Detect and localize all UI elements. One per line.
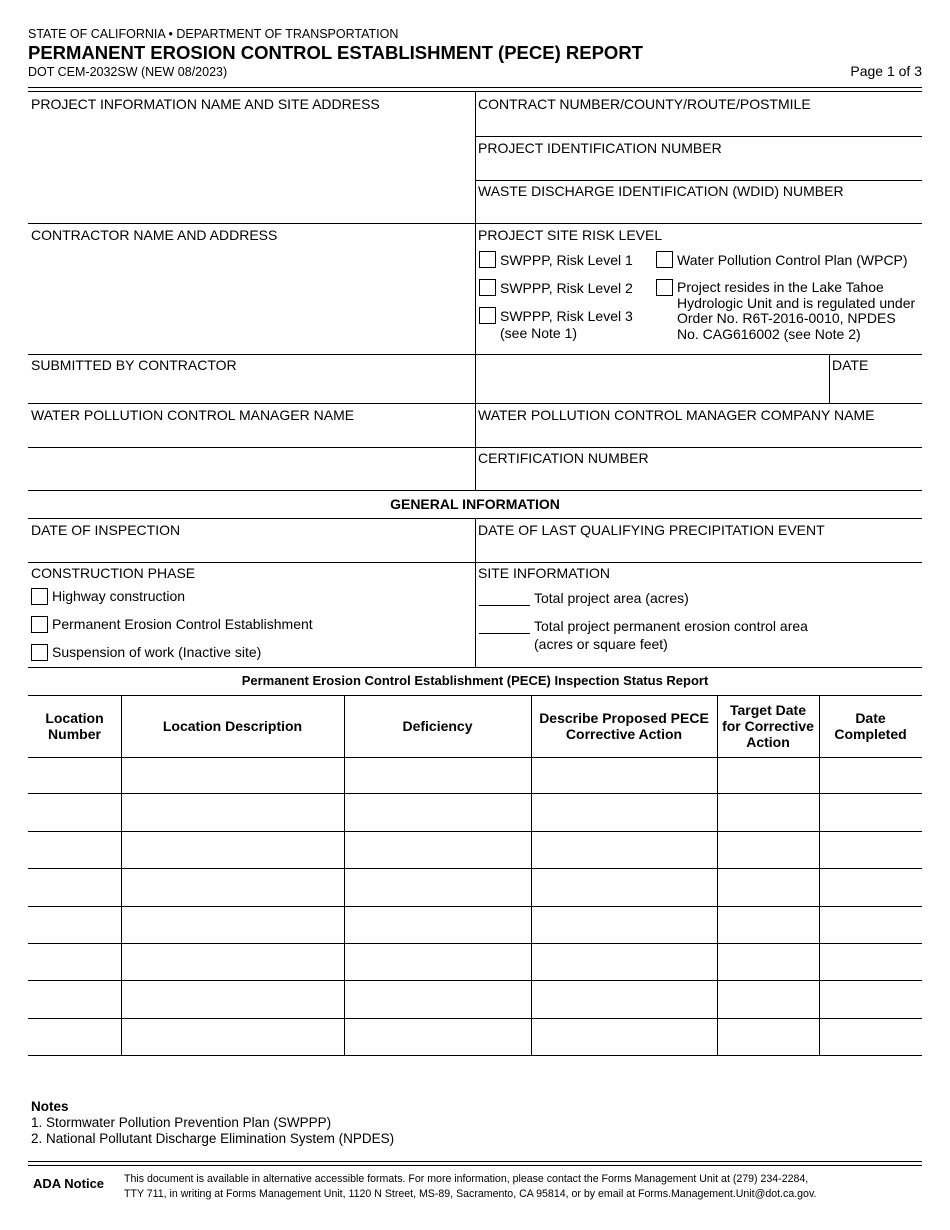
table-cell-location-description[interactable]	[125, 1029, 340, 1047]
certification-field[interactable]: CERTIFICATION NUMBER	[478, 450, 649, 466]
table-cell-corrective-action[interactable]	[535, 954, 713, 972]
table-header-rule	[28, 757, 922, 758]
column-header-text: Corrective Action	[565, 726, 683, 742]
ada-notice-label: ADA Notice	[33, 1176, 105, 1191]
lake-tahoe-label-2: Hydrologic Unit and is regulated under	[677, 295, 916, 311]
table-cell-corrective-action[interactable]	[535, 1029, 713, 1047]
table-cell-location-number[interactable]	[32, 842, 117, 860]
table-cell-location-number[interactable]	[32, 767, 117, 785]
table-cell-deficiency[interactable]	[348, 842, 527, 860]
table-cell-date-completed[interactable]	[823, 767, 918, 785]
status-table	[28, 695, 922, 1056]
column-header-date-completed	[819, 695, 922, 757]
table-cell-date-completed[interactable]	[823, 954, 918, 972]
table-cell-target-date[interactable]	[721, 917, 815, 935]
table-row-rule	[28, 980, 922, 981]
pece-phase-label: Permanent Erosion Control Establishment	[52, 616, 313, 632]
table-cell-deficiency[interactable]	[348, 917, 527, 935]
table-cell-target-date[interactable]	[721, 954, 815, 972]
submitted-by-field[interactable]: SUBMITTED BY CONTRACTOR	[31, 357, 237, 373]
table-cell-location-description[interactable]	[125, 879, 340, 897]
table-row-rule	[28, 1055, 922, 1056]
table-cell-target-date[interactable]	[721, 1029, 815, 1047]
table-cell-date-completed[interactable]	[823, 917, 918, 935]
table-cell-target-date[interactable]	[721, 991, 815, 1009]
table-cell-location-description[interactable]	[125, 917, 340, 935]
risk-level-label: PROJECT SITE RISK LEVEL	[478, 227, 663, 243]
table-cell-corrective-action[interactable]	[535, 767, 713, 785]
highway-construction-checkbox[interactable]	[31, 588, 48, 605]
rule	[475, 136, 922, 137]
top-rule	[28, 87, 922, 88]
divider	[475, 92, 476, 404]
contract-number-field[interactable]: CONTRACT NUMBER/COUNTY/ROUTE/POSTMILE	[478, 96, 811, 112]
column-header-corrective-action	[531, 695, 717, 757]
column-header-location-description	[121, 695, 344, 757]
note-2: 2. National Pollutant Discharge Elimination System (NPDES)	[31, 1131, 395, 1146]
suspension-label: Suspension of work (Inactive site)	[52, 644, 262, 660]
table-cell-target-date[interactable]	[721, 767, 815, 785]
form-number: DOT CEM-2032SW (NEW 08/2023)	[28, 65, 228, 79]
table-cell-date-completed[interactable]	[823, 879, 918, 897]
project-id-field[interactable]: PROJECT IDENTIFICATION NUMBER	[478, 140, 722, 156]
table-cell-location-number[interactable]	[32, 991, 117, 1009]
construction-phase-label: CONSTRUCTION PHASE	[31, 565, 196, 581]
table-cell-corrective-action[interactable]	[535, 804, 713, 822]
table-cell-target-date[interactable]	[721, 842, 815, 860]
table-row-rule	[28, 831, 922, 832]
lake-tahoe-label-1: Project resides in the Lake Tahoe	[677, 279, 884, 295]
rule	[28, 354, 922, 355]
risk-level-2-checkbox[interactable]	[479, 279, 496, 296]
highway-construction-label: Highway construction	[52, 588, 186, 604]
table-row-rule	[28, 906, 922, 907]
risk-level-2-label: SWPPP, Risk Level 2	[500, 280, 633, 296]
note-1: 1. Stormwater Pollution Prevention Plan (SWPPP)	[31, 1115, 332, 1130]
risk-level-3-label: SWPPP, Risk Level 3	[500, 308, 633, 324]
table-cell-location-number[interactable]	[32, 879, 117, 897]
table-cell-location-description[interactable]	[125, 954, 340, 972]
column-header-text: Completed	[834, 726, 907, 742]
table-cell-deficiency[interactable]	[348, 804, 527, 822]
table-cell-deficiency[interactable]	[348, 879, 527, 897]
rule	[28, 447, 922, 448]
table-row-rule	[28, 793, 922, 794]
risk-level-3-note: (see Note 1)	[500, 325, 578, 341]
rule	[28, 562, 922, 563]
column-header-location-number	[28, 695, 121, 757]
date-field[interactable]: DATE	[832, 357, 869, 373]
suspension-checkbox[interactable]	[31, 644, 48, 661]
table-cell-corrective-action[interactable]	[535, 842, 713, 860]
rule	[475, 180, 922, 181]
wpcp-checkbox[interactable]	[656, 251, 673, 268]
rule	[28, 490, 922, 491]
risk-level-1-checkbox[interactable]	[479, 251, 496, 268]
table-cell-target-date[interactable]	[721, 804, 815, 822]
column-header-text: Action	[746, 734, 790, 750]
table-cell-location-number[interactable]	[32, 917, 117, 935]
last-precipitation-field[interactable]: DATE OF LAST QUALIFYING PRECIPITATION EVENT	[478, 522, 825, 538]
table-cell-date-completed[interactable]	[823, 842, 918, 860]
column-header-text: Number	[48, 726, 101, 742]
total-area-label: Total project area (acres)	[534, 590, 689, 606]
date-of-inspection-field[interactable]: DATE OF INSPECTION	[31, 522, 181, 538]
wpcp-label: Water Pollution Control Plan (WPCP)	[677, 252, 908, 268]
column-header-target-date	[717, 695, 819, 757]
agency-line: STATE OF CALIFORNIA • DEPARTMENT OF TRANSPORTATION	[28, 27, 399, 41]
column-header-text: Location Description	[162, 718, 303, 734]
table-cell-corrective-action[interactable]	[535, 991, 713, 1009]
table-cell-location-number[interactable]	[32, 1029, 117, 1047]
table-cell-deficiency[interactable]	[348, 991, 527, 1009]
table-cell-location-number[interactable]	[32, 954, 117, 972]
pece-phase-checkbox[interactable]	[31, 616, 48, 633]
column-header-text: Describe Proposed PECE	[539, 710, 709, 726]
page-number: Page 1 of 3	[850, 63, 922, 79]
risk-level-1-label: SWPPP, Risk Level 1	[500, 252, 633, 268]
table-cell-date-completed[interactable]	[823, 991, 918, 1009]
divider	[829, 354, 830, 403]
rule	[28, 667, 922, 668]
column-header-text: for Corrective	[722, 718, 814, 734]
table-cell-date-completed[interactable]	[823, 1029, 918, 1047]
form-title: PERMANENT EROSION CONTROL ESTABLISHMENT (PECE) REPORT	[28, 42, 643, 63]
table-row-rule	[28, 943, 922, 944]
table-cell-date-completed[interactable]	[823, 804, 918, 822]
ada-notice-line-2: TTY 711, in writing at Forms Management Unit, 1120 N Street, MS-89, Sacramento, CA 95814, or by email at Forms.Management.Unit@dot.ca.gov.	[124, 1188, 817, 1200]
pece-area-label-1: Total project permanent erosion control area	[534, 618, 808, 634]
table-cell-corrective-action[interactable]	[535, 917, 713, 935]
project-info-field[interactable]: PROJECT INFORMATION NAME AND SITE ADDRESS	[31, 96, 380, 112]
wdid-field[interactable]: WASTE DISCHARGE IDENTIFICATION (WDID) NUMBER	[478, 183, 844, 199]
table-cell-deficiency[interactable]	[348, 1029, 527, 1047]
total-area-input[interactable]	[479, 605, 530, 606]
table-row-rule	[28, 868, 922, 869]
contractor-field[interactable]: CONTRACTOR NAME AND ADDRESS	[31, 227, 278, 243]
table-cell-deficiency[interactable]	[348, 954, 527, 972]
pece-area-input[interactable]	[479, 633, 530, 634]
lake-tahoe-label-4: No. CAG616002 (see Note 2)	[677, 326, 861, 342]
lake-tahoe-label-3: Order No. R6T-2016-0010, NPDES	[677, 310, 896, 326]
ada-notice-line-1: This document is available in alternative accessible formats. For more information, please contact the Forms Management Unit at (279) 234-2284,	[124, 1173, 809, 1185]
table-cell-location-description[interactable]	[125, 991, 340, 1009]
table-cell-location-number[interactable]	[32, 804, 117, 822]
risk-level-3-checkbox[interactable]	[479, 307, 496, 324]
status-table-title: Permanent Erosion Control Establishment (PECE) Inspection Status Report	[241, 673, 709, 688]
divider	[475, 518, 476, 667]
rule	[28, 223, 922, 224]
table-cell-location-description[interactable]	[125, 804, 340, 822]
table-row-rule	[28, 1018, 922, 1019]
table-cell-corrective-action[interactable]	[535, 879, 713, 897]
column-header-text: Date	[855, 710, 886, 726]
general-info-heading: GENERAL INFORMATION	[390, 496, 560, 512]
notes-heading: Notes	[31, 1099, 69, 1114]
column-header-deficiency	[344, 695, 531, 757]
wpcm-name-field[interactable]: WATER POLLUTION CONTROL MANAGER NAME	[31, 407, 355, 423]
bottom-rule	[28, 1161, 922, 1162]
table-cell-deficiency[interactable]	[348, 767, 527, 785]
bottom-rule-2	[28, 1165, 922, 1166]
column-header-text: Deficiency	[402, 718, 473, 734]
table-cell-target-date[interactable]	[721, 879, 815, 897]
column-header-text: Target Date	[730, 702, 806, 718]
pece-area-label-2: (acres or square feet)	[534, 636, 668, 652]
table-cell-location-description[interactable]	[125, 842, 340, 860]
wpcm-company-field[interactable]: WATER POLLUTION CONTROL MANAGER COMPANY NAME	[478, 407, 875, 423]
site-info-label: SITE INFORMATION	[478, 565, 610, 581]
table-cell-location-description[interactable]	[125, 767, 340, 785]
column-header-text: Location	[45, 710, 104, 726]
lake-tahoe-checkbox[interactable]	[656, 279, 673, 296]
